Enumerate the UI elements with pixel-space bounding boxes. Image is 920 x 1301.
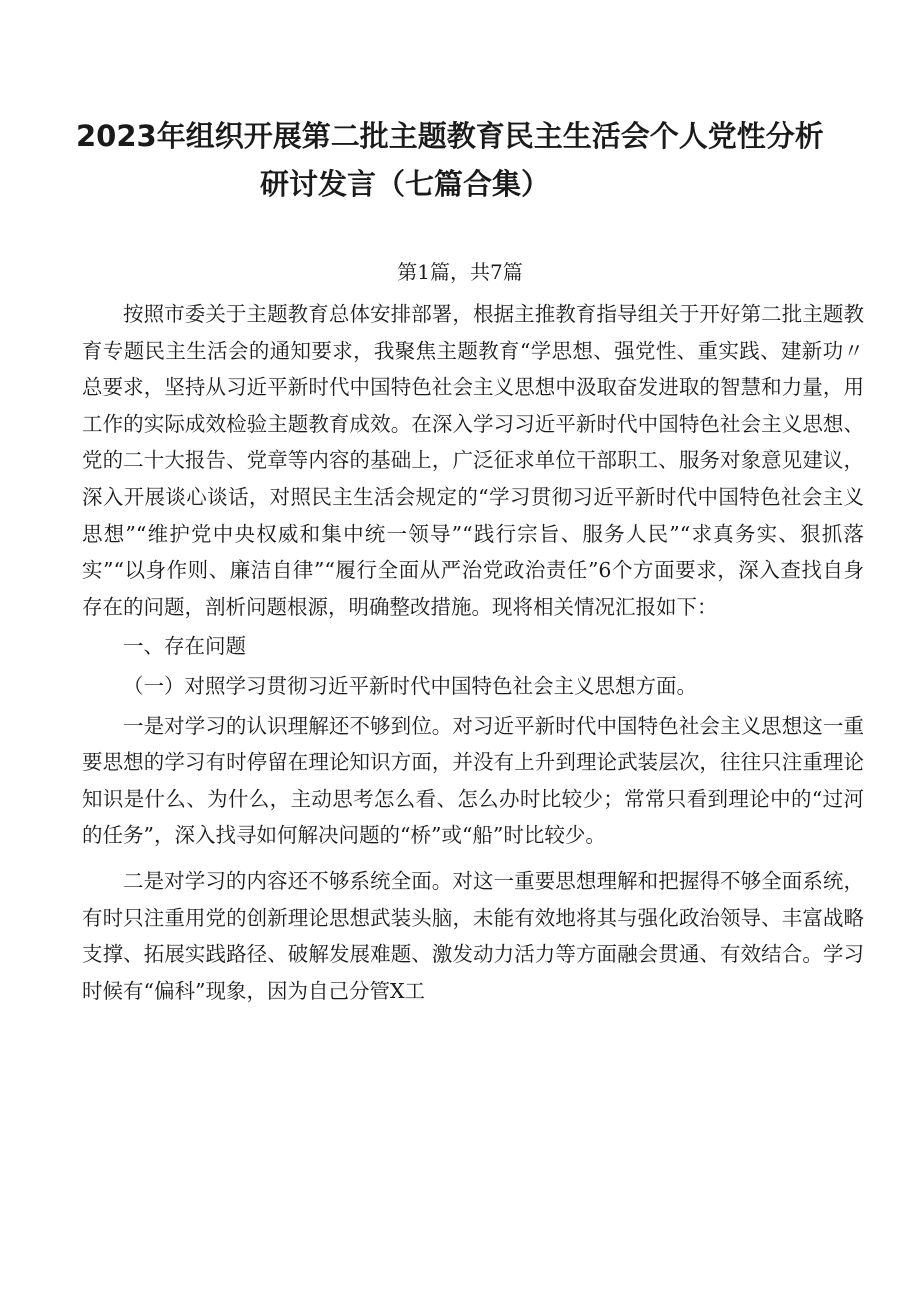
subsection-heading: （一）对照学习贯彻习近平新时代中国特色社会主义思想方面。 (123, 673, 697, 698)
document-title (60, 112, 860, 208)
intro-paragraph: 按照市委关于主题教育总体安排部署，根据主推教育指导组关于开好第二批主题教育专题民主生活会的通知要求，我聚焦主题教育“学思想、强党性、重实践、建新功〃总要求，坚持从习近平新时代中国特色社会主义思想中汲取奋发进取的智慧和力量，用工作的实际成效检验主题教育成效。在深入学习习近平新时代中国特色社会主义思想、党的二十大报告、党章等内容的基础上，广泛征求单位干部职工、服务对象意见建议，深入开展谈心谈话，对照民主生活会规定的“学习贯彻习近平新时代中国特色社会主义思想”“维护党中央权威和集中统一领导”“践行宗旨、服务人民”“求真务实、狠抓落实”“以身作则、廉洁自律”“履行全面从严治党政治责任”6个方面要求，深入查找自身存在的问题，剖析问题根源，明确整改措施。现将相关情况汇报如下： (82, 302, 864, 619)
title-line-1: 2023年组织开展第二批主题教育民主生活会个人党性分析 (76, 119, 824, 153)
body-paragraph: 一是对学习的认识理解还不够到位。对习近平新时代中国特色社会主义思想这一重要思想的学习有时停留在理论知识方面，并没有上升到理论武装层次，往往只注重理论知识是什么、为什么，主动思考怎么看、怎么办时比较少；常常只看到理论中的“过河的任务”，深入找寻如何解决问题的“桥”或“船”时比较少。 (82, 713, 864, 848)
article-counter: 第1篇，共7篇 (397, 260, 523, 284)
document-body (82, 296, 864, 1009)
section-heading: 一、存在问题 (123, 634, 246, 659)
body-paragraph: 二是对学习的内容还不够系统全面。对这一重要思想理解和把握得不够全面系统，有时只注重用党的创新理论思想武装头脑，未能有效地将其与强化政治领导、丰富战略支撑、拓展实践路径、破解发展难题、激发动力活力等方面融会贯通、有效结合。学习时候有“偏科”现象，因为自己分管X工 (82, 868, 864, 1003)
title-line-2: 研讨发言（七篇合集） (260, 167, 551, 201)
